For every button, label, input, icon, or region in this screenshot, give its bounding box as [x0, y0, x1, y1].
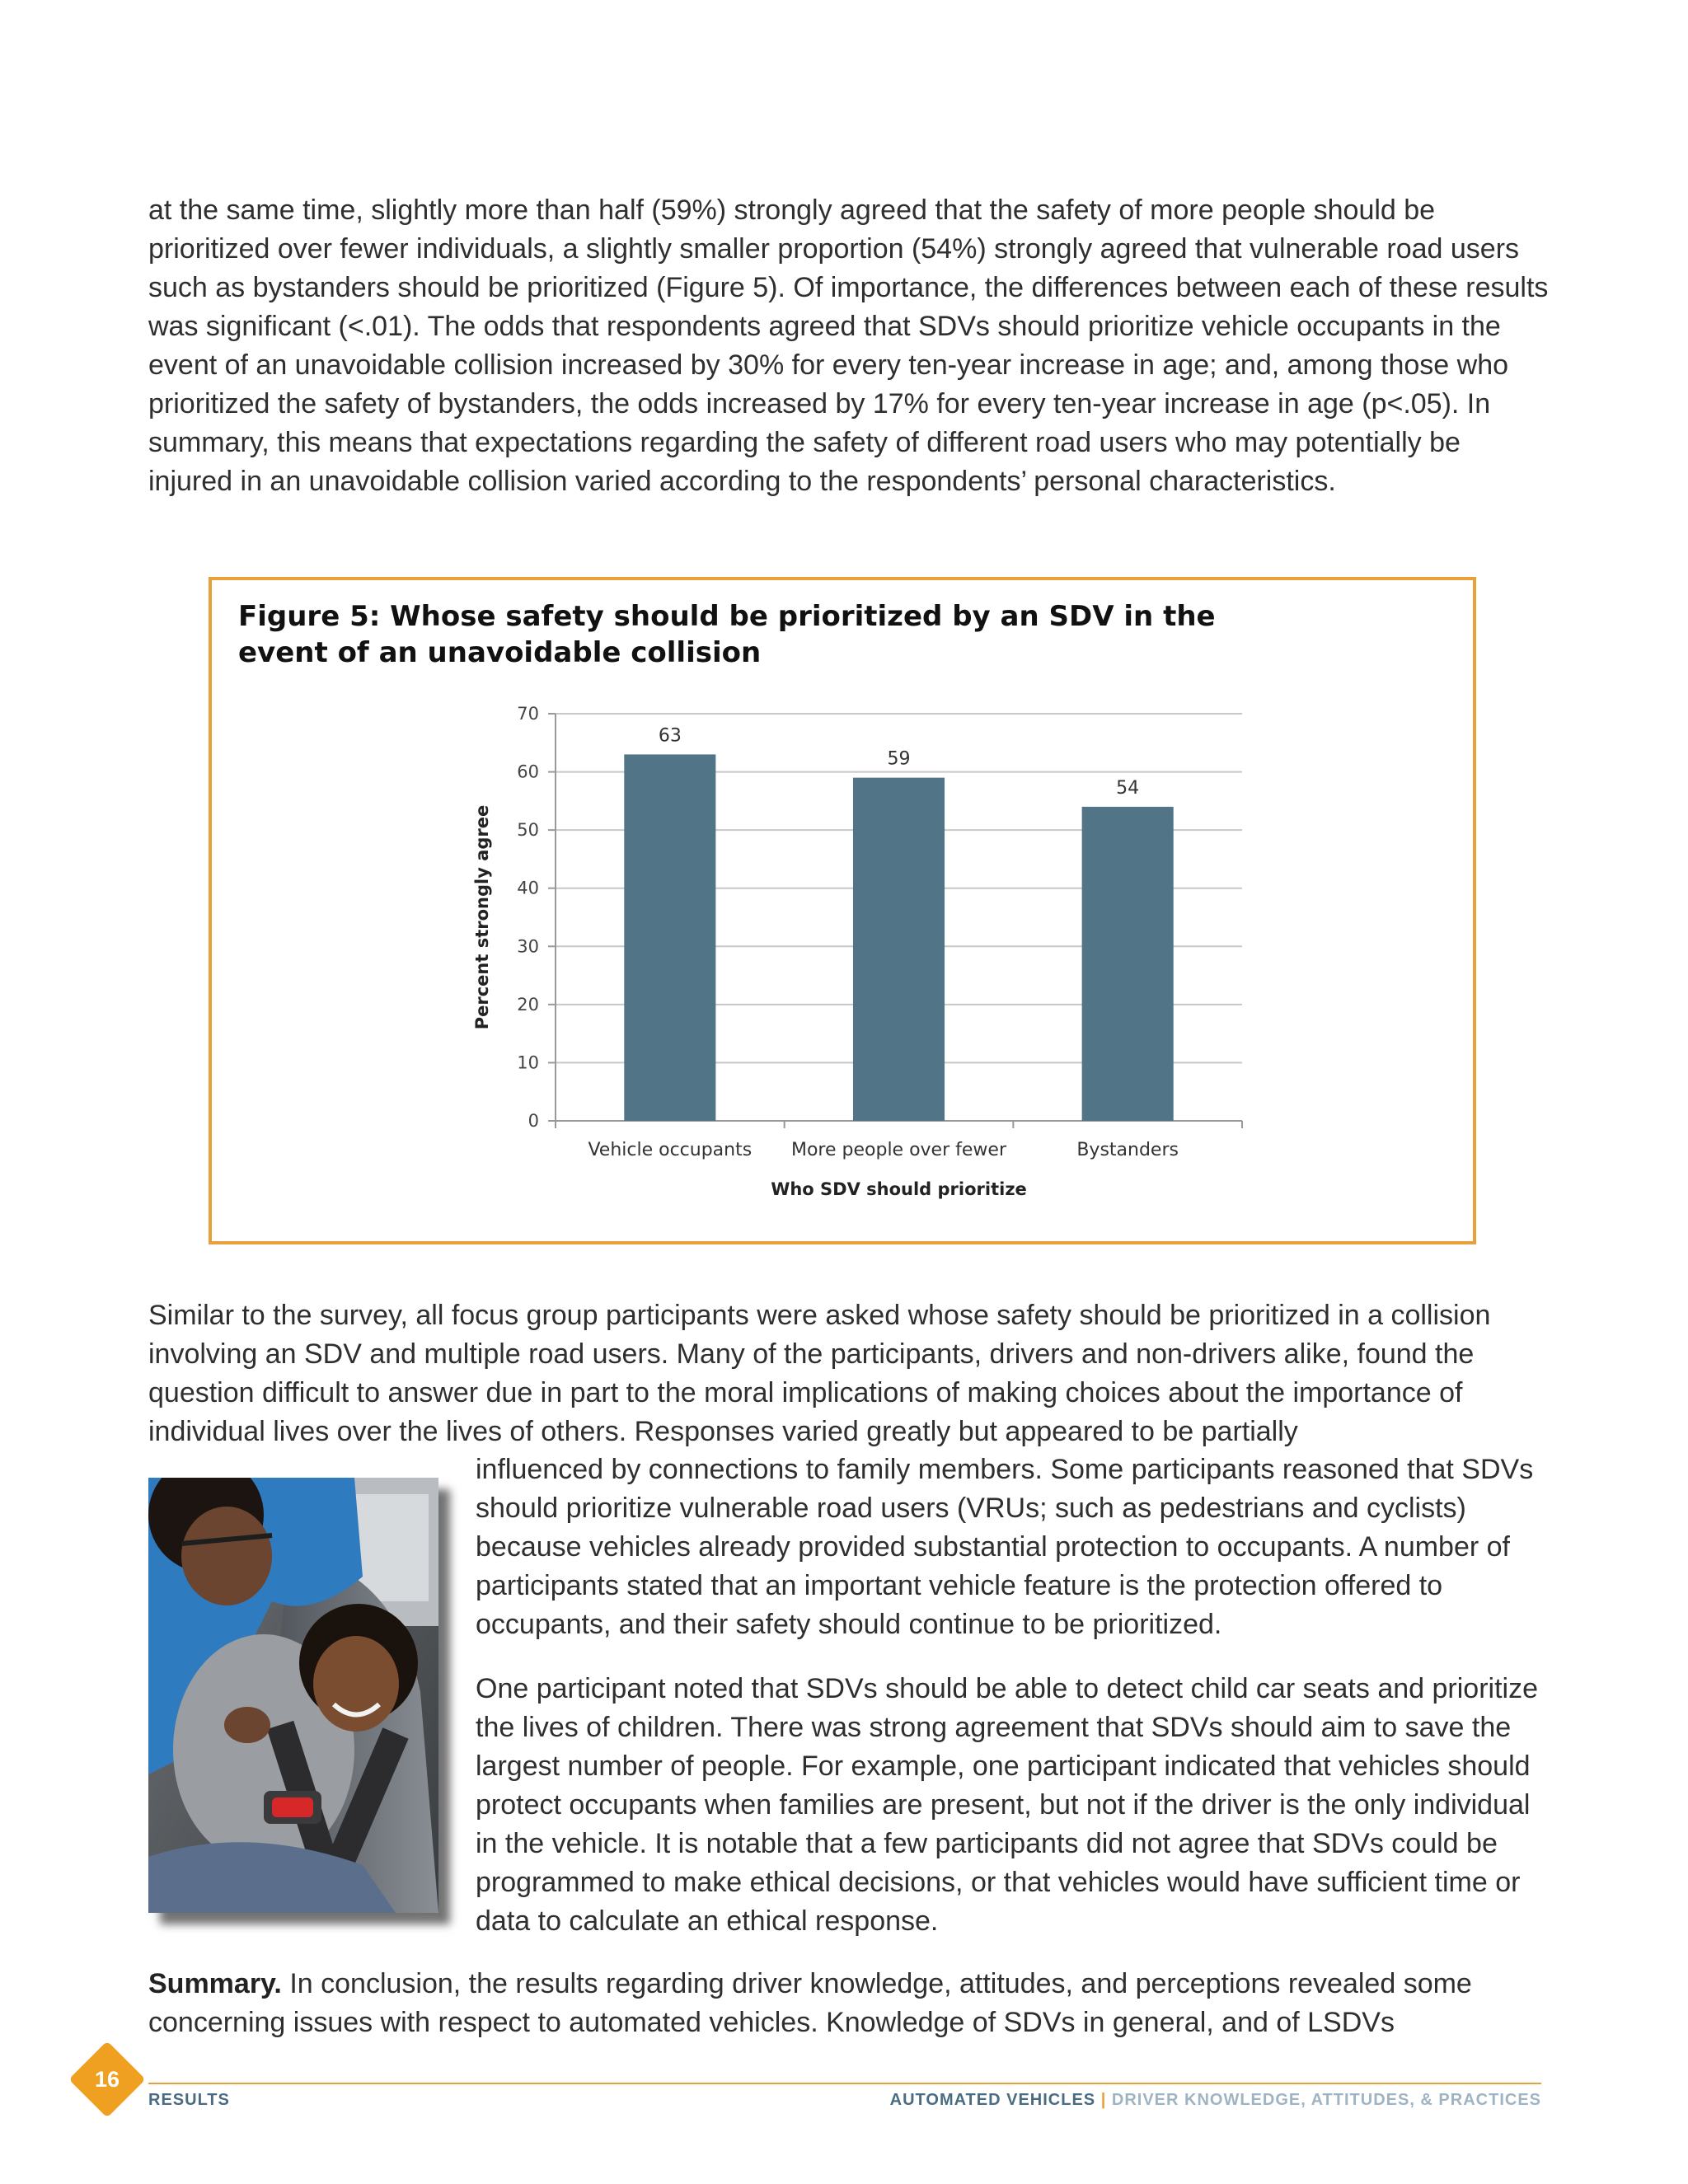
- y-tick-label: 0: [528, 1111, 539, 1131]
- x-axis-title: Who SDV should prioritize: [771, 1179, 1027, 1199]
- x-category-label: Vehicle occupants: [588, 1140, 753, 1160]
- footer-doc-secondary: DRIVER KNOWLEDGE, ATTITUDES, & PRACTICES: [1111, 2091, 1541, 2109]
- summary-text: In conclusion, the results regarding driver knowledge, attitudes, and perceptions revealed some concerning issues with respect to automated vehicles. Knowledge of SDVs in general, and of LSDVs: [148, 1968, 1472, 2038]
- body-paragraph-1: at the same time, slightly more than half (59%) strongly agreed that the safety of more people should be prioritized over fewer individuals, a slightly smaller proportion (54%) strongly agreed that vulnerable road users such as bystanders should be prioritized (Figure 5). Of importance, the differences between each of these results was significant (<.01). The odds that respondents agreed that SDVs should prioritize vehicle occupants in the event of an unavoidable collision increased by 30% for every ten-year increase in age; and, among those who prioritized the safety of bystanders, the odds increased by 17% for every ten-year increase in age (p<.05). In summary, this means that expectations regarding the safety of different road users who may potentially be injured in an unavoidable collision varied according to the respondents’ personal characteristics.: [148, 194, 1549, 497]
- bar-chart: [212, 580, 1473, 1241]
- child-car-seat-photo: [148, 1478, 438, 1913]
- bar: [853, 778, 945, 1121]
- page-number: 16: [94, 2067, 120, 2092]
- bar: [624, 754, 715, 1121]
- footer-document-title: [890, 2091, 1541, 2110]
- footer-rule: [148, 2083, 1541, 2084]
- summary-paragraph: [148, 1965, 1550, 2042]
- x-category-label: More people over fewer: [790, 1140, 1007, 1160]
- body-paragraph-4: One participant noted that SDVs should be able to detect child car seats and prioritize the lives of children. There was strong agreement that SDVs should aim to save the largest number of people. For example, one participant indicated that vehicles should protect occupants when families are present, but not if the driver is the only individual in the vehicle. It is notable that a few participants did not agree that SDVs could be programmed to make ethical decisions, or that vehicles would have sufficient time or data to calculate an ethical response.: [476, 1673, 1538, 1937]
- y-tick-label: 10: [517, 1052, 539, 1073]
- footer-section-label: RESULTS: [148, 2091, 230, 2109]
- bar-data-label: 54: [1116, 777, 1140, 799]
- bar-data-label: 63: [658, 725, 682, 747]
- y-tick-label: 20: [517, 994, 539, 1015]
- figure-5-box: [209, 577, 1476, 1244]
- bar: [1082, 807, 1174, 1121]
- y-tick-label: 40: [517, 878, 539, 898]
- footer-separator: |: [1100, 2091, 1107, 2109]
- y-tick-label: 50: [517, 820, 539, 841]
- y-tick-label: 30: [517, 936, 539, 957]
- y-tick-label: 70: [517, 704, 539, 724]
- footer-doc-primary: AUTOMATED VEHICLES: [889, 2091, 1096, 2109]
- y-axis-title: Percent strongly agree: [472, 804, 492, 1030]
- summary-lead: Summary.: [148, 1968, 282, 1999]
- body-paragraph-2: Similar to the survey, all focus group participants were asked whose safety should be prioritized in a collision involving an SDV and multiple road users. Many of the participants, drivers and non-drivers alike, found the question difficult to answer due in part to the moral implications of making choices about the importance of individual lives over the lives of others. Responses varied greatly but appeared to be partially: [148, 1300, 1491, 1447]
- bar-data-label: 59: [887, 748, 911, 770]
- x-category-label: Bystanders: [1076, 1140, 1179, 1160]
- body-paragraph-3: influenced by connections to family members. Some participants reasoned that SDVs should prioritize vulnerable road users (VRUs; such as pedestrians and cyclists) because vehicles already provided substantial protection to occupants. A number of participants stated that an important vehicle feature is the protection offered to occupants, and their safety should continue to be prioritized.: [476, 1454, 1534, 1640]
- y-tick-label: 60: [517, 762, 539, 782]
- figure-title: Figure 5: Whose safety should be prioritized by an SDV in the event of an unavoidable collision: [238, 600, 1216, 669]
